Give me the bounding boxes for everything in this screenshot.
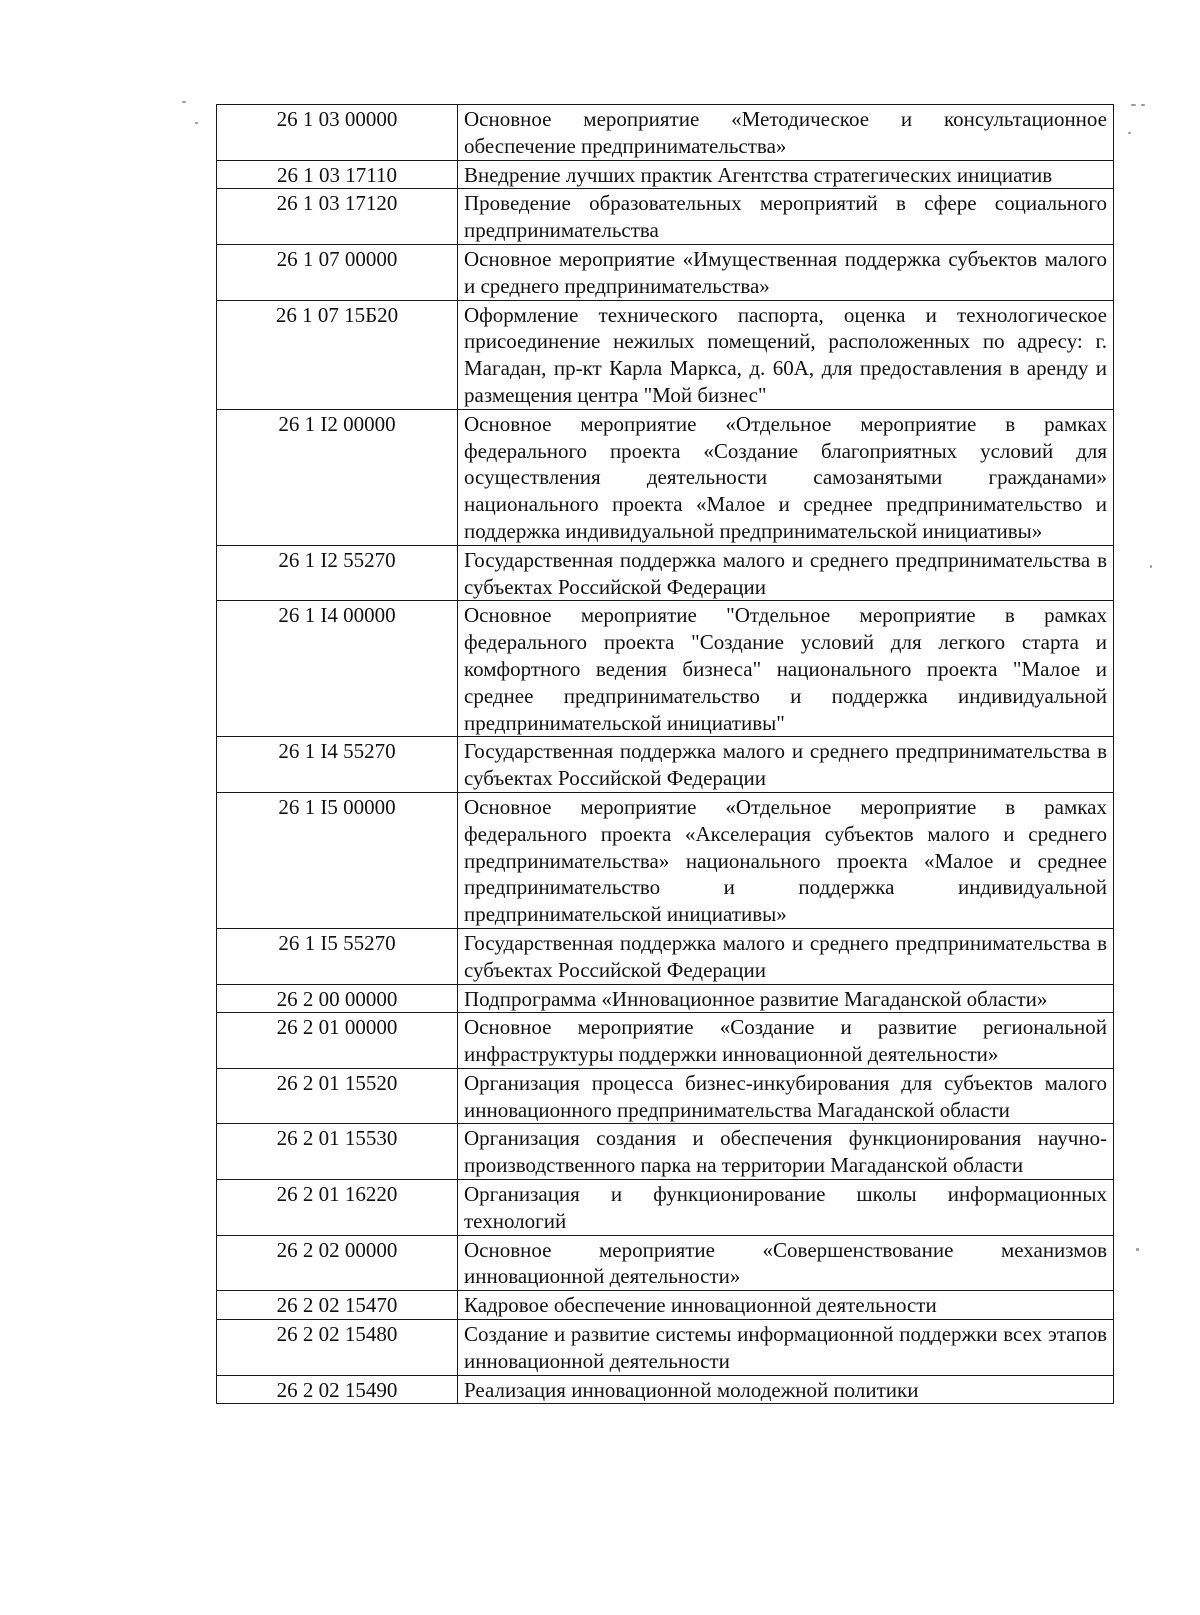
row-description: Внедрение лучших практик Агентства стратегических инициатив — [458, 160, 1114, 189]
table-row — [217, 737, 1114, 793]
row-description: Организация процесса бизнес-инкубирования для субъектов малого инновационного предпринимательства Магаданской области — [458, 1068, 1114, 1124]
table-row — [217, 928, 1114, 984]
row-description: Организация создания и обеспечения функционирования научно-производственного парка на территории Магаданской области — [458, 1124, 1114, 1180]
row-code: 26 1 I4 55270 — [217, 737, 458, 793]
scan-speck — [1136, 1248, 1139, 1251]
row-description: Основное мероприятие «Отдельное мероприятие в рамках федерального проекта «Акселерация субъектов малого и среднего предпринимательства» национального проекта «Малое и среднее предпринимательство и поддержка индивидуальной предпринимательской инициативы» — [458, 792, 1114, 928]
table-row — [217, 1068, 1114, 1124]
row-code: 26 1 03 00000 — [217, 105, 458, 161]
table-row — [217, 984, 1114, 1013]
table-row — [217, 601, 1114, 737]
table-row — [217, 300, 1114, 409]
row-description: Государственная поддержка малого и среднего предпринимательства в субъектах Российской Федерации — [458, 545, 1114, 601]
row-description: Оформление технического паспорта, оценка и технологическое присоединение нежилых помещений, расположенных по адресу: г. Магадан, пр-кт Карла Маркса, д. 60А, для предоставления в аренду и размещения центра "Мой бизнес" — [458, 300, 1114, 409]
row-code: 26 2 01 16220 — [217, 1180, 458, 1236]
table-row — [217, 105, 1114, 161]
table-row — [217, 1320, 1114, 1376]
table-row — [217, 1013, 1114, 1069]
row-description: Проведение образовательных мероприятий в сфере социального предпринимательства — [458, 189, 1114, 245]
row-code: 26 2 02 00000 — [217, 1235, 458, 1291]
row-code: 26 2 02 15490 — [217, 1375, 458, 1404]
scan-speck — [1141, 104, 1145, 106]
row-code: 26 2 02 15470 — [217, 1291, 458, 1320]
table-row — [217, 545, 1114, 601]
row-description: Основное мероприятие «Методическое и консультационное обеспечение предпринимательства» — [458, 105, 1114, 161]
table-row — [217, 1291, 1114, 1320]
table-row — [217, 792, 1114, 928]
table-body — [217, 105, 1114, 1404]
row-description: Государственная поддержка малого и среднего предпринимательства в субъектах Российской Федерации — [458, 928, 1114, 984]
scan-speck — [1131, 104, 1136, 106]
scan-speck — [195, 122, 198, 124]
row-code: 26 1 03 17110 — [217, 160, 458, 189]
table-row — [217, 409, 1114, 545]
scan-speck — [1150, 565, 1152, 568]
table-row — [217, 1124, 1114, 1180]
row-code: 26 1 I5 55270 — [217, 928, 458, 984]
row-description: Основное мероприятие «Отдельное мероприятие в рамках федерального проекта «Создание благоприятных условий для осуществления деятельности самозанятыми гражданами» национального проекта «Малое и среднее предпринимательство и поддержка индивидуальной предпринимательской инициативы» — [458, 409, 1114, 545]
row-code: 26 1 07 00000 — [217, 244, 458, 300]
row-description: Основное мероприятие «Имущественная поддержка субъектов малого и среднего предпринимательства» — [458, 244, 1114, 300]
row-code: 26 1 I2 55270 — [217, 545, 458, 601]
row-description: Кадровое обеспечение инновационной деятельности — [458, 1291, 1114, 1320]
row-description: Государственная поддержка малого и среднего предпринимательства в субъектах Российской Федерации — [458, 737, 1114, 793]
row-code: 26 2 01 15530 — [217, 1124, 458, 1180]
table-row — [217, 244, 1114, 300]
row-description: Подпрограмма «Инновационное развитие Магаданской области» — [458, 984, 1114, 1013]
row-description: Организация и функционирование школы информационных технологий — [458, 1180, 1114, 1236]
row-description: Основное мероприятие «Создание и развитие региональной инфраструктуры поддержки инновационной деятельности» — [458, 1013, 1114, 1069]
row-code: 26 2 01 15520 — [217, 1068, 458, 1124]
table-row — [217, 160, 1114, 189]
row-code: 26 1 I2 00000 — [217, 409, 458, 545]
budget-code-table — [216, 104, 1114, 1404]
row-code: 26 2 00 00000 — [217, 984, 458, 1013]
scan-speck — [182, 101, 186, 103]
row-code: 26 1 I4 00000 — [217, 601, 458, 737]
row-description: Создание и развитие системы информационной поддержки всех этапов инновационной деятельности — [458, 1320, 1114, 1376]
row-description: Основное мероприятие «Совершенствование механизмов инновационной деятельности» — [458, 1235, 1114, 1291]
row-code: 26 2 02 15480 — [217, 1320, 458, 1376]
table-row — [217, 1235, 1114, 1291]
table-row — [217, 1180, 1114, 1236]
table-row — [217, 1375, 1114, 1404]
table-row — [217, 189, 1114, 245]
row-code: 26 1 07 15Б20 — [217, 300, 458, 409]
row-description: Основное мероприятие "Отдельное мероприятие в рамках федерального проекта "Создание условий для легкого старта и комфортного ведения бизнеса" национального проекта "Малое и среднее предпринимательство и поддержка индивидуальной предпринимательской инициативы" — [458, 601, 1114, 737]
row-code: 26 2 01 00000 — [217, 1013, 458, 1069]
scan-speck — [1128, 132, 1131, 134]
row-code: 26 1 I5 00000 — [217, 792, 458, 928]
row-code: 26 1 03 17120 — [217, 189, 458, 245]
row-description: Реализация инновационной молодежной политики — [458, 1375, 1114, 1404]
